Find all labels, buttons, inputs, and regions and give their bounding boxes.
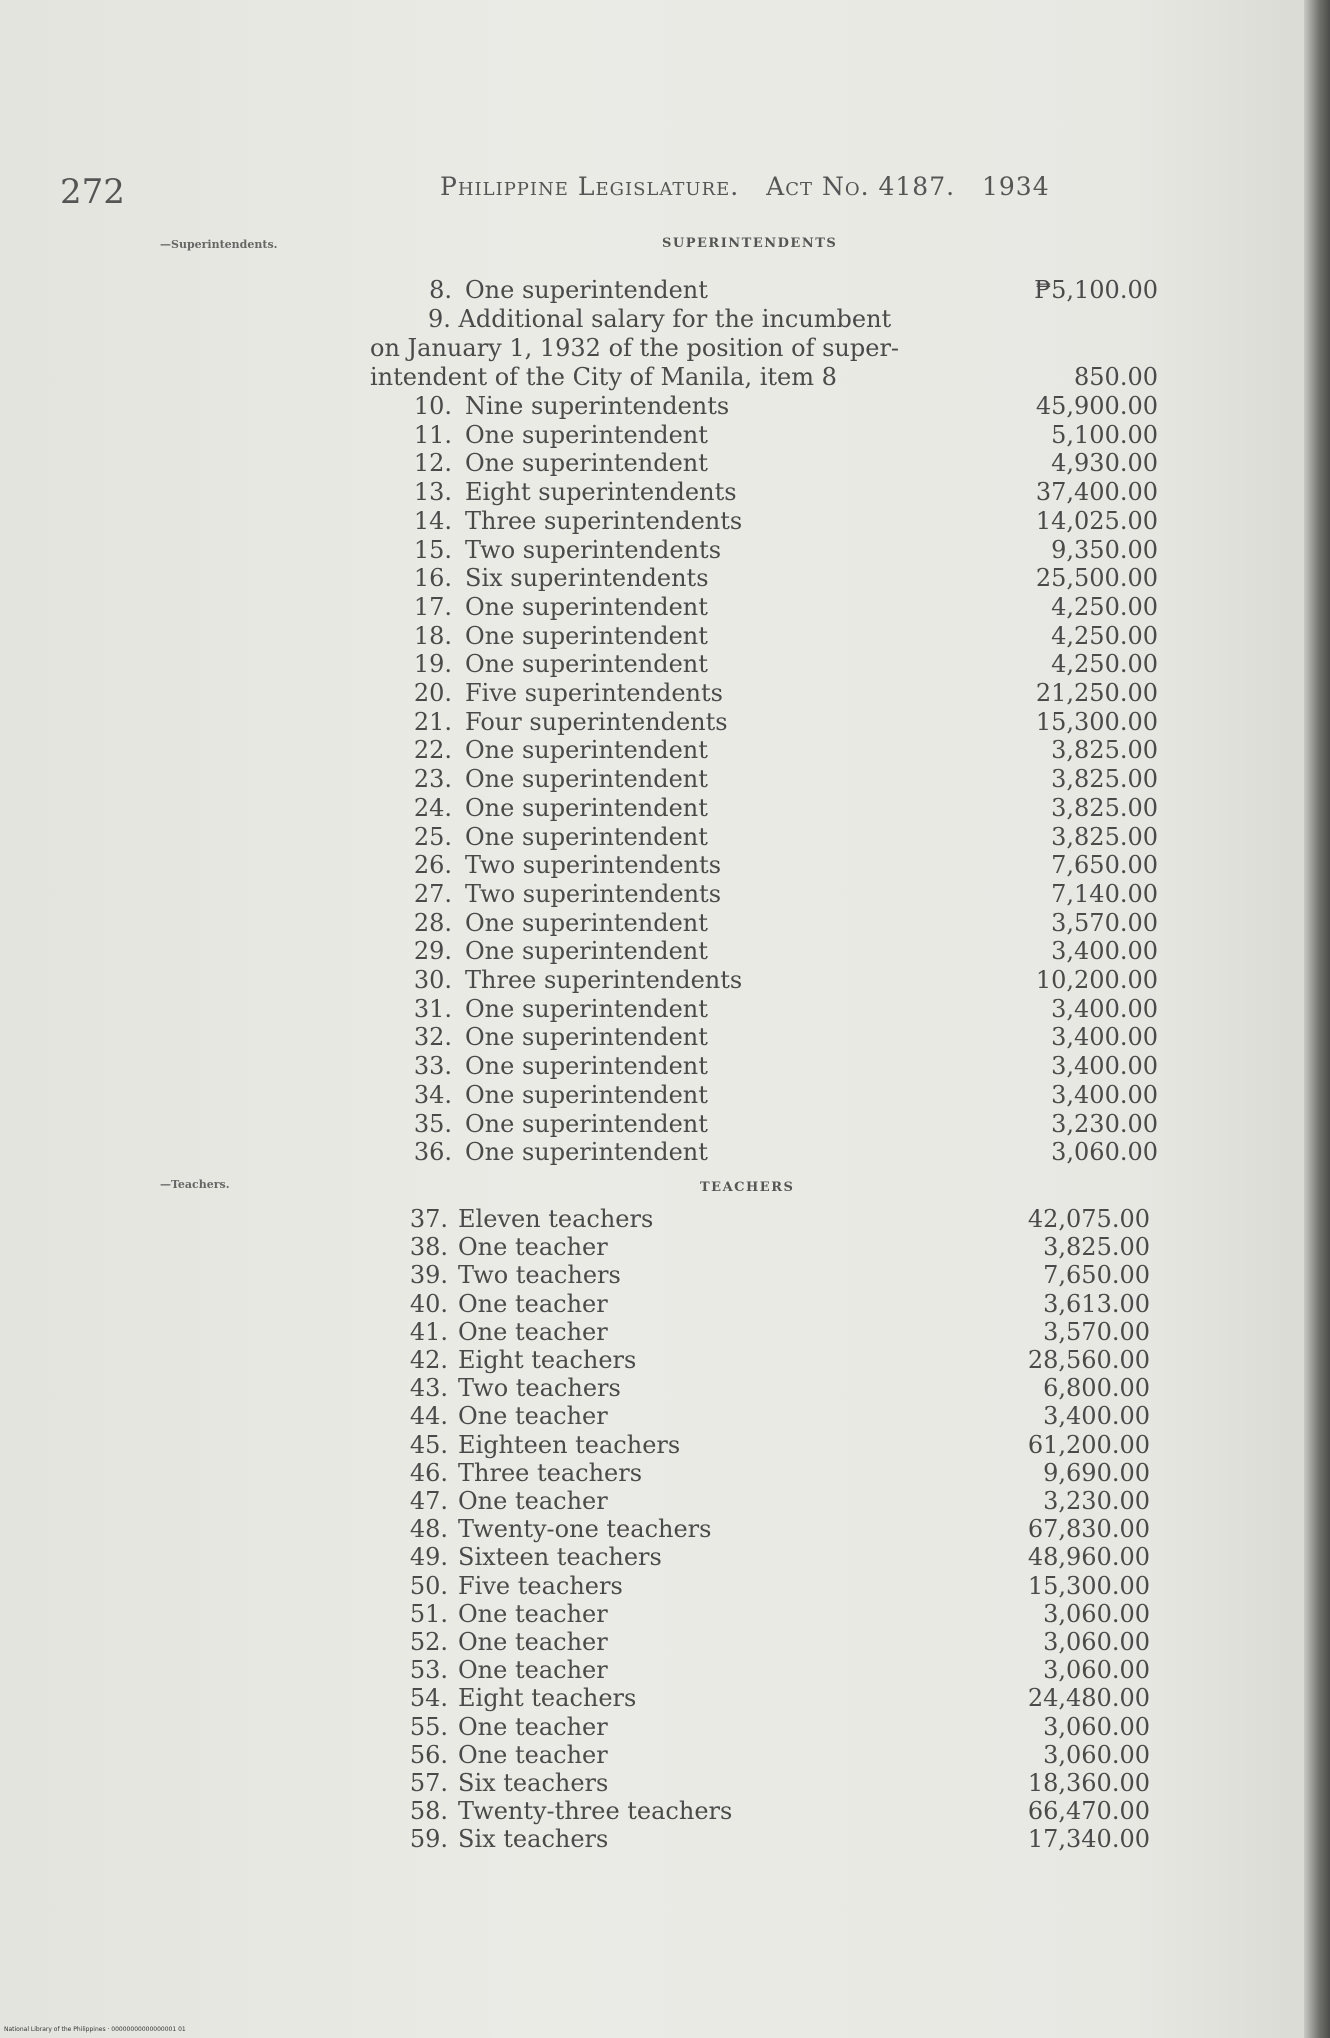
margin-note-teachers: —Teachers.	[160, 1178, 230, 1191]
line-item	[0, 966, 1330, 994]
item-amount: 3,570.00	[1051, 908, 1158, 937]
item-amount: 61,200.00	[1027, 1430, 1150, 1459]
line-item	[0, 1515, 1330, 1543]
item-number: 42.	[409, 1346, 448, 1374]
item-description: One teacher	[458, 1402, 948, 1430]
item-number: 37.	[409, 1205, 448, 1233]
line-item	[0, 1081, 1330, 1109]
line-item	[0, 1290, 1330, 1318]
line-item	[0, 909, 1330, 937]
line-item	[0, 1459, 1330, 1487]
line-item	[0, 1487, 1330, 1515]
item-number: 11.	[413, 420, 452, 449]
item-amount: 3,230.00	[1051, 1109, 1158, 1138]
footer-stamp: National Library of the Philippines · 00000000000000001 01	[4, 2026, 186, 2033]
item-amount: 15,300.00	[1027, 1571, 1150, 1600]
line-item	[0, 1346, 1330, 1374]
item-description: One teacher	[458, 1487, 948, 1515]
item-number: 16.	[413, 564, 452, 593]
line-item	[0, 449, 1330, 477]
line-item	[0, 1431, 1330, 1459]
item-description: Six teachers	[458, 1769, 948, 1797]
item-amount: 3,230.00	[1043, 1487, 1150, 1515]
item-description: One teacher	[458, 1628, 948, 1656]
item-number: 48.	[409, 1515, 448, 1544]
item-description: Eleven teachers	[458, 1205, 948, 1233]
item-amount: 7,650.00	[1051, 851, 1158, 880]
item-number: 44.	[409, 1402, 448, 1431]
item-amount: 66,470.00	[1027, 1797, 1150, 1826]
item-number: 59.	[409, 1825, 448, 1854]
line-item	[0, 1318, 1330, 1346]
item-number: 43.	[409, 1374, 448, 1403]
line-item	[0, 765, 1330, 793]
item-amount: 21,250.00	[1035, 679, 1158, 707]
line-item	[0, 536, 1330, 564]
item-number: 29.	[413, 937, 452, 966]
line-item	[0, 1138, 1330, 1166]
item-description: One teacher	[458, 1600, 948, 1628]
item-amount: 4,250.00	[1051, 650, 1158, 679]
item-number: 8.	[429, 276, 452, 304]
item-number: 25.	[413, 822, 452, 851]
line-item	[0, 564, 1330, 592]
item-amount: 18,360.00	[1027, 1769, 1150, 1797]
item-amount: 3,060.00	[1043, 1599, 1150, 1628]
item-amount: 4,250.00	[1051, 621, 1158, 650]
line-item	[0, 1374, 1330, 1402]
item-description: Four superintendents	[465, 708, 960, 736]
running-head-year: 1934	[982, 172, 1050, 201]
item-number: 26.	[413, 851, 452, 880]
item-number: 12.	[413, 449, 452, 478]
item-amount: 3,400.00	[1051, 937, 1158, 966]
item-description: Two superintendents	[465, 536, 960, 564]
item-number: 17.	[413, 592, 452, 621]
item-description: One superintendent	[465, 650, 960, 678]
line-item	[0, 650, 1330, 678]
item-description: Twenty-one teachers	[458, 1515, 948, 1543]
line-item-9	[0, 363, 1330, 391]
line-item	[0, 995, 1330, 1023]
item-amount: 14,025.00	[1035, 506, 1158, 535]
item-description: Two superintendents	[465, 880, 960, 908]
item-amount: ₱5,100.00	[1034, 276, 1158, 304]
line-item	[0, 1402, 1330, 1430]
item-number: 34.	[413, 1080, 452, 1109]
line-item	[0, 421, 1330, 449]
item-amount: 15,300.00	[1035, 707, 1158, 736]
item-number: 46.	[409, 1458, 448, 1487]
item-number: 56.	[409, 1740, 448, 1769]
item-amount: 10,200.00	[1035, 966, 1158, 994]
item-number: 41.	[409, 1317, 448, 1346]
item-amount: 48,960.00	[1027, 1543, 1150, 1572]
running-head-act: Act No. 4187.	[766, 172, 956, 201]
line-item	[0, 1233, 1330, 1261]
item-description: Two superintendents	[465, 851, 960, 879]
item-amount: 17,340.00	[1027, 1825, 1150, 1854]
item-amount: 7,650.00	[1043, 1261, 1150, 1290]
item-number: 35.	[413, 1109, 452, 1138]
item-amount: 3,060.00	[1043, 1712, 1150, 1741]
item-description: Eight teachers	[458, 1346, 948, 1374]
item-description: Two teachers	[458, 1374, 948, 1402]
item-description: One teacher	[458, 1741, 948, 1769]
line-item	[0, 708, 1330, 736]
item-number: 10.	[413, 392, 452, 420]
item-description: One superintendent	[465, 421, 960, 449]
line-item	[0, 1600, 1330, 1628]
item-number: 22.	[413, 736, 452, 765]
line-item	[0, 1572, 1330, 1600]
line-item	[0, 1261, 1330, 1289]
item-number: 28.	[413, 908, 452, 937]
item-description: intendent of the City of Manila, item 8	[370, 363, 960, 391]
item-number: 49.	[409, 1543, 448, 1572]
line-item	[0, 1684, 1330, 1712]
item-number: 14.	[413, 506, 452, 535]
item-amount: 9,690.00	[1043, 1458, 1150, 1487]
item-amount: 3,400.00	[1051, 1080, 1158, 1109]
item-amount: 850.00	[1074, 363, 1158, 391]
item-amount: 5,100.00	[1051, 420, 1158, 449]
item-amount: 3,825.00	[1051, 765, 1158, 794]
item-description: One teacher	[458, 1656, 948, 1684]
item-number: 40.	[409, 1289, 448, 1318]
item-description: One teacher	[458, 1290, 948, 1318]
item-amount: 3,060.00	[1043, 1628, 1150, 1656]
item-amount: 3,060.00	[1043, 1740, 1150, 1769]
item-amount: 37,400.00	[1035, 478, 1158, 507]
item-description: Three teachers	[458, 1459, 948, 1487]
item-amount: 9,350.00	[1051, 535, 1158, 564]
item-description: One teacher	[458, 1713, 948, 1741]
item-amount: 45,900.00	[1035, 392, 1158, 420]
item-number: 20.	[413, 679, 452, 707]
item-description: One superintendent	[465, 593, 960, 621]
item-description: One superintendent	[465, 276, 960, 304]
item-description: One superintendent	[465, 909, 960, 937]
line-item	[0, 1741, 1330, 1769]
item-number: 57.	[409, 1769, 448, 1797]
line-item	[0, 622, 1330, 650]
running-head	[440, 172, 1068, 201]
line-item	[0, 1205, 1330, 1233]
item-description: One superintendent	[465, 622, 960, 650]
item-amount: 3,400.00	[1051, 994, 1158, 1023]
item-description: Eight teachers	[458, 1684, 948, 1712]
item-amount: 67,830.00	[1027, 1515, 1150, 1544]
item-number: 45.	[409, 1430, 448, 1459]
item-number: 19.	[413, 650, 452, 679]
item-amount: 28,560.00	[1027, 1346, 1150, 1374]
line-item	[0, 1052, 1330, 1080]
item-description: Five superintendents	[465, 679, 960, 707]
item-amount: 3,825.00	[1051, 793, 1158, 822]
item-amount: 3,825.00	[1043, 1233, 1150, 1262]
line-item	[0, 593, 1330, 621]
item-amount: 3,400.00	[1051, 1052, 1158, 1081]
item-number: 15.	[413, 535, 452, 564]
item-number: 53.	[409, 1656, 448, 1685]
item-amount: 3,825.00	[1051, 736, 1158, 765]
item-description: Three superintendents	[465, 507, 960, 535]
line-item	[0, 679, 1330, 707]
item-number: 51.	[409, 1599, 448, 1628]
item-description: Sixteen teachers	[458, 1543, 948, 1571]
item-number: 38.	[409, 1233, 448, 1262]
item-description: One teacher	[458, 1318, 948, 1346]
item-description: Two teachers	[458, 1261, 948, 1289]
line-item	[0, 478, 1330, 506]
item-amount: 4,250.00	[1051, 592, 1158, 621]
item-description: One superintendent	[465, 794, 960, 822]
item-number: 50.	[409, 1571, 448, 1600]
item-description: One superintendent	[465, 937, 960, 965]
line-item	[0, 937, 1330, 965]
item-amount: 3,613.00	[1043, 1289, 1150, 1318]
item-number: 47.	[409, 1487, 448, 1515]
item-number: 13.	[413, 478, 452, 507]
item-description: One superintendent	[465, 1052, 960, 1080]
item-amount: 42,075.00	[1027, 1205, 1150, 1233]
line-item	[0, 736, 1330, 764]
item-amount: 3,060.00	[1051, 1138, 1158, 1167]
item-amount: 3,400.00	[1043, 1402, 1150, 1431]
item-description: Eighteen teachers	[458, 1431, 948, 1459]
section-heading-teachers: TEACHERS	[700, 1180, 795, 1195]
item-number: 23.	[413, 765, 452, 794]
item-number: 27.	[413, 879, 452, 908]
item-amount: 3,060.00	[1043, 1656, 1150, 1685]
item-amount: 7,140.00	[1051, 879, 1158, 908]
item-description: Six superintendents	[465, 564, 960, 592]
item-number: 31.	[413, 994, 452, 1023]
line-item	[0, 851, 1330, 879]
item-description: One superintendent	[465, 1138, 960, 1166]
item-number: 32.	[413, 1023, 452, 1052]
line-item-8	[0, 276, 1330, 304]
item-description: One teacher	[458, 1233, 948, 1261]
line-item	[0, 1656, 1330, 1684]
item-number: 52.	[409, 1628, 448, 1656]
item-amount: 4,930.00	[1051, 449, 1158, 478]
item-description: One superintendent	[465, 1110, 960, 1138]
running-head-title: Philippine Legislature.	[440, 172, 740, 201]
item-description: Twenty-three teachers	[458, 1797, 948, 1825]
item-number: 36.	[413, 1138, 452, 1167]
item-number: 54.	[409, 1684, 448, 1713]
line-item	[0, 1797, 1330, 1825]
item-description: One superintendent	[465, 449, 960, 477]
item-description: One superintendent	[465, 765, 960, 793]
item-number: 55.	[409, 1712, 448, 1741]
line-item	[0, 1023, 1330, 1051]
item-amount: 24,480.00	[1027, 1684, 1150, 1713]
margin-note-superintendents: —Superintendents.	[160, 238, 278, 251]
item-description: Five teachers	[458, 1572, 948, 1600]
line-item	[0, 1628, 1330, 1656]
item-description: One superintendent	[465, 1081, 960, 1109]
line-item	[0, 823, 1330, 851]
item-amount: 3,570.00	[1043, 1317, 1150, 1346]
line-item	[0, 1110, 1330, 1138]
item-amount: 25,500.00	[1035, 564, 1158, 593]
item-description: Nine superintendents	[465, 392, 960, 420]
item-9-line-2: on January 1, 1932 of the position of super-	[370, 334, 900, 362]
item-description: Eight superintendents	[465, 478, 960, 506]
item-description: One superintendent	[465, 736, 960, 764]
line-item	[0, 392, 1330, 420]
line-item	[0, 880, 1330, 908]
item-number: 18.	[413, 621, 452, 650]
item-number: 30.	[413, 966, 452, 994]
line-item	[0, 507, 1330, 535]
item-description: One superintendent	[465, 995, 960, 1023]
item-number: 21.	[413, 707, 452, 736]
line-item	[0, 1769, 1330, 1797]
line-item	[0, 1825, 1330, 1853]
item-description: Three superintendents	[465, 966, 960, 994]
item-amount: 3,400.00	[1051, 1023, 1158, 1052]
line-item	[0, 1713, 1330, 1741]
item-description: Six teachers	[458, 1825, 948, 1853]
item-number: 58.	[409, 1797, 448, 1826]
item-description: One superintendent	[465, 823, 960, 851]
item-9-line-1: 9. Additional salary for the incumbent	[428, 305, 892, 333]
item-number: 33.	[413, 1052, 452, 1081]
item-description: One superintendent	[465, 1023, 960, 1051]
section-heading-superintendents: SUPERINTENDENTS	[662, 236, 838, 251]
item-number: 24.	[413, 793, 452, 822]
item-amount: 3,825.00	[1051, 822, 1158, 851]
item-number: 39.	[409, 1261, 448, 1290]
line-item	[0, 1543, 1330, 1571]
item-amount: 6,800.00	[1043, 1374, 1150, 1403]
page-number: 272	[60, 172, 125, 212]
line-item	[0, 794, 1330, 822]
